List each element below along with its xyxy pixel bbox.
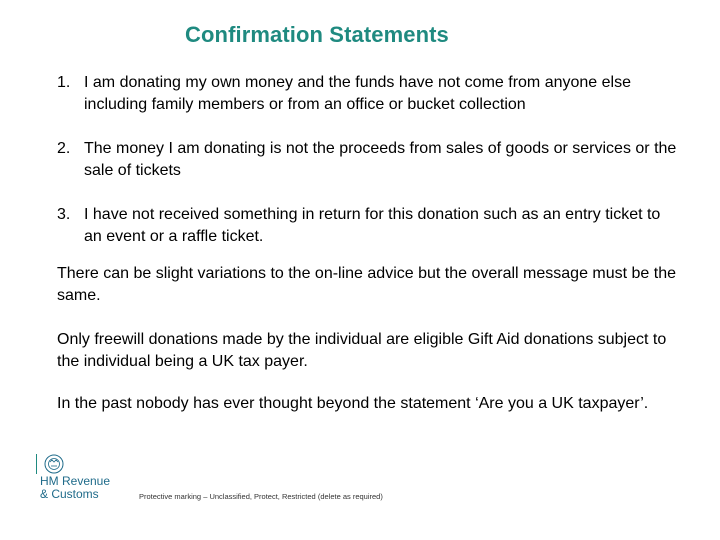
statement-text: I am donating my own money and the funds have not come from anyone else including family members or from an office or bucket collection: [84, 74, 631, 113]
page-title: Confirmation Statements: [185, 22, 449, 47]
statement-item: [57, 204, 677, 248]
statement-number: 3.: [57, 206, 71, 223]
confirmation-statements-list: [57, 72, 677, 270]
crest-container: [36, 452, 96, 476]
protective-marking-note: Protective marking – Unclassified, Protect, Restricted (delete as required): [139, 492, 383, 501]
logo-divider-line: [36, 454, 37, 474]
logo-line-2: & Customs: [40, 487, 99, 501]
statement-text: The money I am donating is not the proceeds from sales of goods or services or the sale of tickets: [84, 140, 677, 179]
logo-line-1: HM Revenue: [40, 474, 111, 488]
statement-item: [57, 138, 677, 182]
statement-item: [57, 72, 677, 116]
logo-text: [40, 475, 110, 501]
hmrc-logo: [36, 452, 136, 504]
body-paragraph: There can be slight variations to the on-line advice but the overall message must be the same.: [57, 265, 677, 304]
statement-number: 2.: [57, 140, 71, 157]
statement-number: 1.: [57, 74, 71, 91]
body-paragraph: In the past nobody has ever thought beyond the statement ‘Are you a UK taxpayer’.: [57, 395, 649, 412]
body-paragraph: Only freewill donations made by the individual are eligible Gift Aid donations subject to the individual being a UK tax payer.: [57, 331, 667, 370]
statement-text: I have not received something in return for this donation such as an entry ticket to an event or a raffle ticket.: [84, 206, 661, 245]
